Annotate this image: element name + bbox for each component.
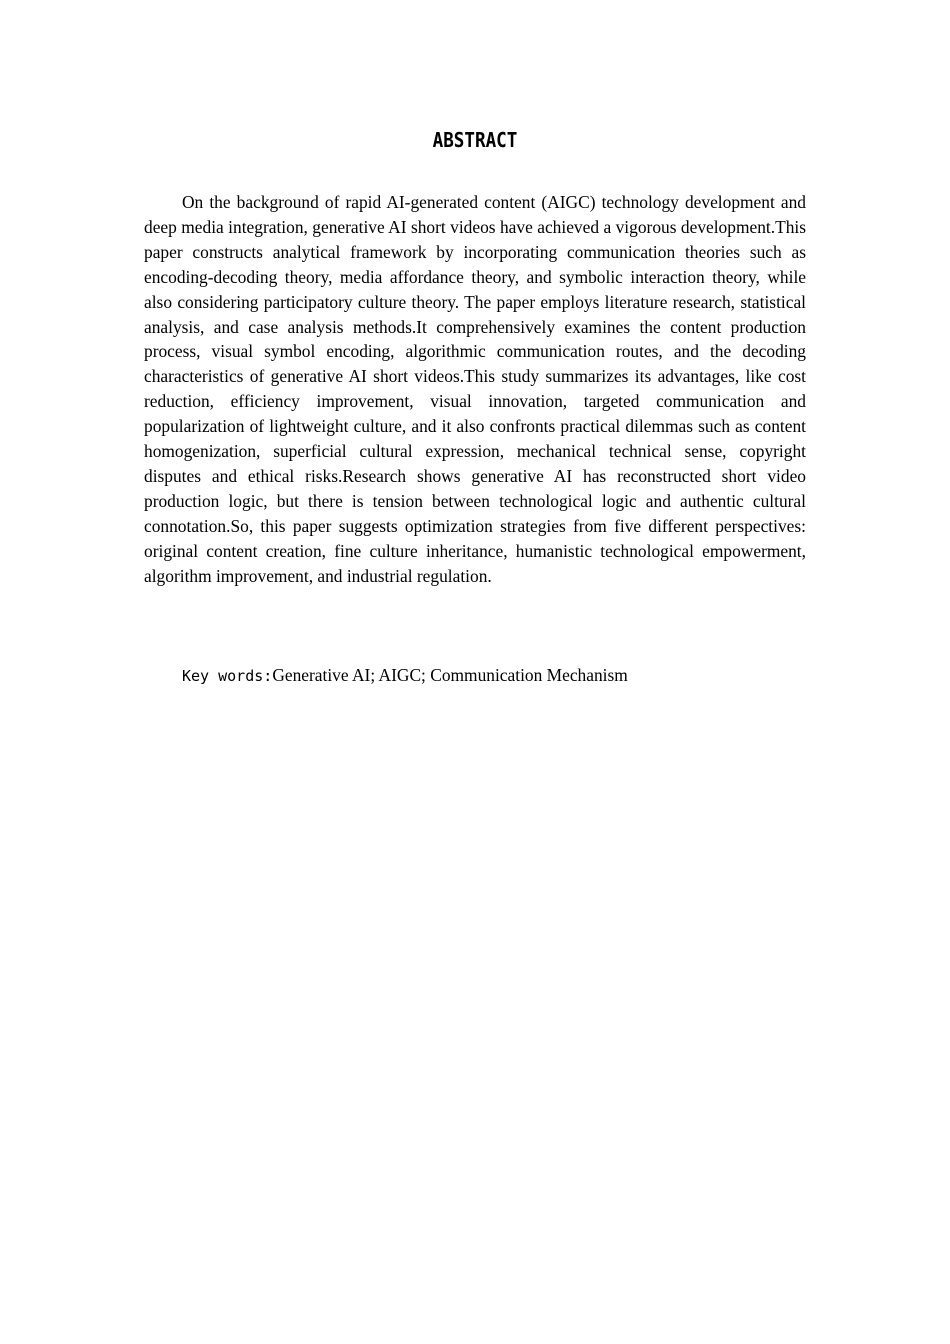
abstract-title: ABSTRACT bbox=[432, 128, 518, 152]
keywords-value: Generative AI; AIGC; Communication Mechanism bbox=[272, 665, 628, 685]
abstract-body: On the background of rapid AI-generated content (AIGC) technology development and deep media integration, generative AI short videos have achieved a vigorous development.This paper constructs analytical framework by incorporating communication theories such as encoding-decoding theory, media affordance theory, and symbolic interaction theory, while also considering participatory culture theory. The paper employs literature research, statistical analysis, and case analysis methods.It comprehensively examines the content production process, visual symbol encoding, algorithmic communication routes, and the decoding characteristics of generative AI short videos.This study summarizes its advantages, like cost reduction, efficiency improvement, visual innovation, targeted communication and popularization of lightweight culture, and it also confronts practical dilemmas such as content homogenization, superficial cultural expression, mechanical technical sense, copyright disputes and ethical risks.Research shows generative AI has reconstructed short video production logic, but there is tension between technological logic and authentic cultural connotation.So, this paper suggests optimization strategies from five different perspectives: original content creation, fine culture inheritance, humanistic technological empowerment, algorithm improvement, and industrial regulation. bbox=[144, 192, 806, 586]
keywords-line bbox=[182, 663, 806, 689]
keywords-label: Key words: bbox=[182, 667, 273, 685]
